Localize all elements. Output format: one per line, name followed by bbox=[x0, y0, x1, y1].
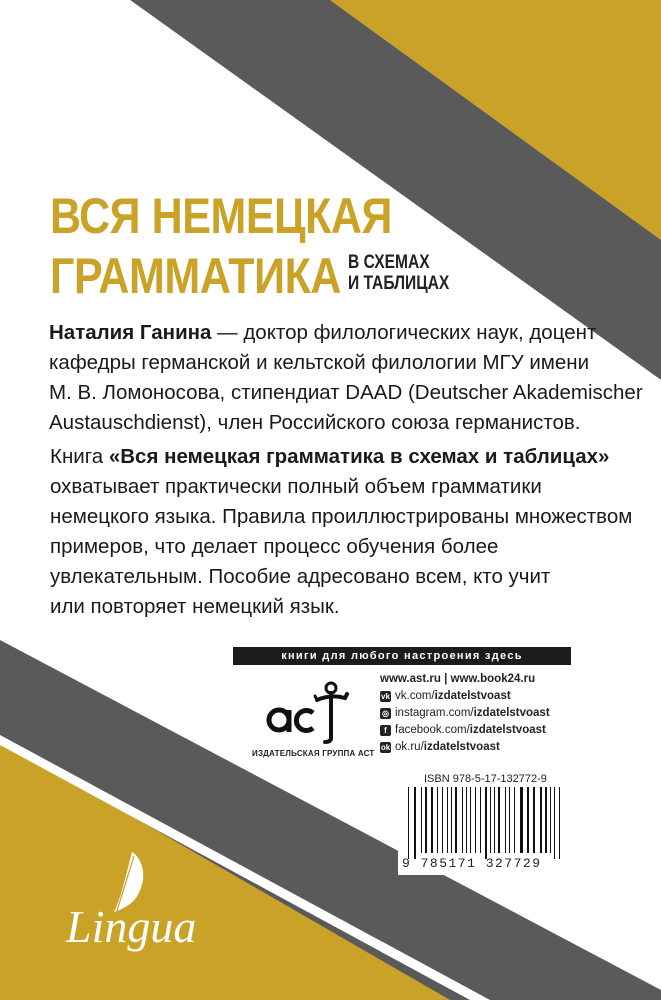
author-bio-line-1 bbox=[49, 318, 619, 348]
publisher-logo bbox=[255, 676, 367, 756]
barcode-bar bbox=[550, 787, 551, 853]
social-link-ok[interactable] bbox=[380, 741, 500, 753]
barcode-bar bbox=[414, 787, 416, 859]
social-prefix: instagram.com/ bbox=[395, 707, 474, 719]
description-book-title: «Вся немецкая грамматика в схемах и таблицах» bbox=[108, 445, 610, 468]
author-bio-text-1: — доктор филологических наук, доцент bbox=[211, 321, 597, 344]
barcode-bar bbox=[480, 787, 481, 853]
barcode-bar bbox=[425, 787, 427, 853]
vk-icon: vk bbox=[381, 691, 390, 701]
social-prefix: facebook.com/ bbox=[395, 724, 470, 736]
social-prefix: vk.com/ bbox=[395, 690, 435, 702]
description-line-4: примеров, что делает процесс обучения более bbox=[50, 535, 499, 558]
barcode-bar bbox=[490, 787, 491, 853]
barcode-bar bbox=[540, 787, 542, 853]
social-link-vk[interactable] bbox=[380, 690, 511, 702]
barcode-bar bbox=[470, 787, 471, 853]
description-line-2: охватывает практически полный объем грамматики bbox=[50, 475, 542, 498]
book-title-line-2: ГРАММАТИКА bbox=[50, 248, 342, 304]
barcode-bar bbox=[527, 787, 529, 853]
ast-logo-icon bbox=[255, 676, 367, 756]
barcode-bar bbox=[505, 787, 506, 853]
description-line-5: увлекательным. Пособие адресовано всем, кто учит bbox=[50, 565, 551, 588]
lingua-series-logo bbox=[58, 840, 258, 960]
barcode-bar bbox=[498, 787, 500, 853]
lingua-wordmark: Lingua bbox=[66, 901, 197, 952]
social-handle: izdatelstvoast bbox=[469, 724, 546, 736]
publisher-group-name: ИЗДАТЕЛЬСКАЯ ГРУППА АСТ bbox=[252, 749, 375, 758]
social-handle: izdatelstvoast bbox=[473, 707, 550, 719]
barcode-bar bbox=[514, 787, 515, 853]
author-name: Наталия Ганина bbox=[49, 321, 212, 344]
facebook-icon: f bbox=[380, 725, 391, 736]
book-description bbox=[50, 442, 633, 622]
barcode-bar bbox=[475, 787, 476, 853]
barcode-bar bbox=[485, 787, 487, 859]
barcode-bar bbox=[431, 787, 433, 853]
social-link-instagram[interactable] bbox=[380, 707, 550, 719]
barcode-bar bbox=[520, 787, 523, 853]
barcode-bar bbox=[451, 787, 452, 853]
author-bio-line-4: Austauschdienst), член Российского союза германистов. bbox=[49, 411, 581, 434]
book-subtitle bbox=[348, 252, 449, 294]
barcode-bar bbox=[421, 787, 422, 853]
author-bio-line-3: М. В. Ломоносова, стипендиат DAAD (Deutscher Akademischer bbox=[49, 381, 643, 404]
author-bio-line-2: кафедры германской и кельтской филологии МГУ имени bbox=[49, 351, 590, 374]
barcode-bar bbox=[408, 787, 409, 859]
description-line-6: или повторяет немецкий язык. bbox=[50, 595, 340, 618]
instagram-icon: ◎ bbox=[380, 708, 391, 719]
barcode-bar bbox=[466, 787, 467, 853]
barcode-bar bbox=[447, 787, 448, 853]
barcode-digits: 9 785171 327729 bbox=[402, 856, 542, 871]
ok-icon: ok bbox=[380, 742, 391, 752]
social-handle: izdatelstvoast bbox=[434, 690, 511, 702]
description-prefix: Книга bbox=[50, 445, 109, 468]
barcode-bar bbox=[554, 787, 555, 859]
publisher-tagline: книги для любого настроения здесь bbox=[233, 647, 571, 665]
barcode-bar bbox=[442, 787, 443, 853]
isbn-number: ISBN 978-5-17-132772-9 bbox=[424, 773, 547, 785]
social-prefix: ok.ru/ bbox=[395, 741, 424, 753]
barcode-bar bbox=[462, 787, 463, 853]
barcode-bar bbox=[559, 787, 560, 859]
barcode-bar bbox=[545, 787, 547, 853]
barcode-bar bbox=[494, 787, 495, 853]
barcode-bar bbox=[437, 787, 438, 853]
subtitle-line-1: В СХЕМАХ bbox=[348, 252, 430, 273]
barcode-bar bbox=[509, 787, 510, 853]
social-handle: izdatelstvoast bbox=[423, 741, 500, 753]
barcode-bar bbox=[533, 787, 535, 853]
barcode-bar bbox=[455, 787, 457, 853]
author-bio bbox=[49, 318, 643, 438]
description-line-3: немецкого языка. Правила проиллюстрированы множеством bbox=[50, 505, 633, 528]
publisher-websites[interactable]: www.ast.ru | www.book24.ru bbox=[380, 673, 536, 685]
description-line-1 bbox=[50, 442, 610, 472]
book-title-line-1: ВСЯ НЕМЕЦКАЯ bbox=[50, 188, 393, 244]
subtitle-line-2: И ТАБЛИЦАХ bbox=[348, 273, 450, 294]
social-link-facebook[interactable] bbox=[380, 724, 546, 736]
